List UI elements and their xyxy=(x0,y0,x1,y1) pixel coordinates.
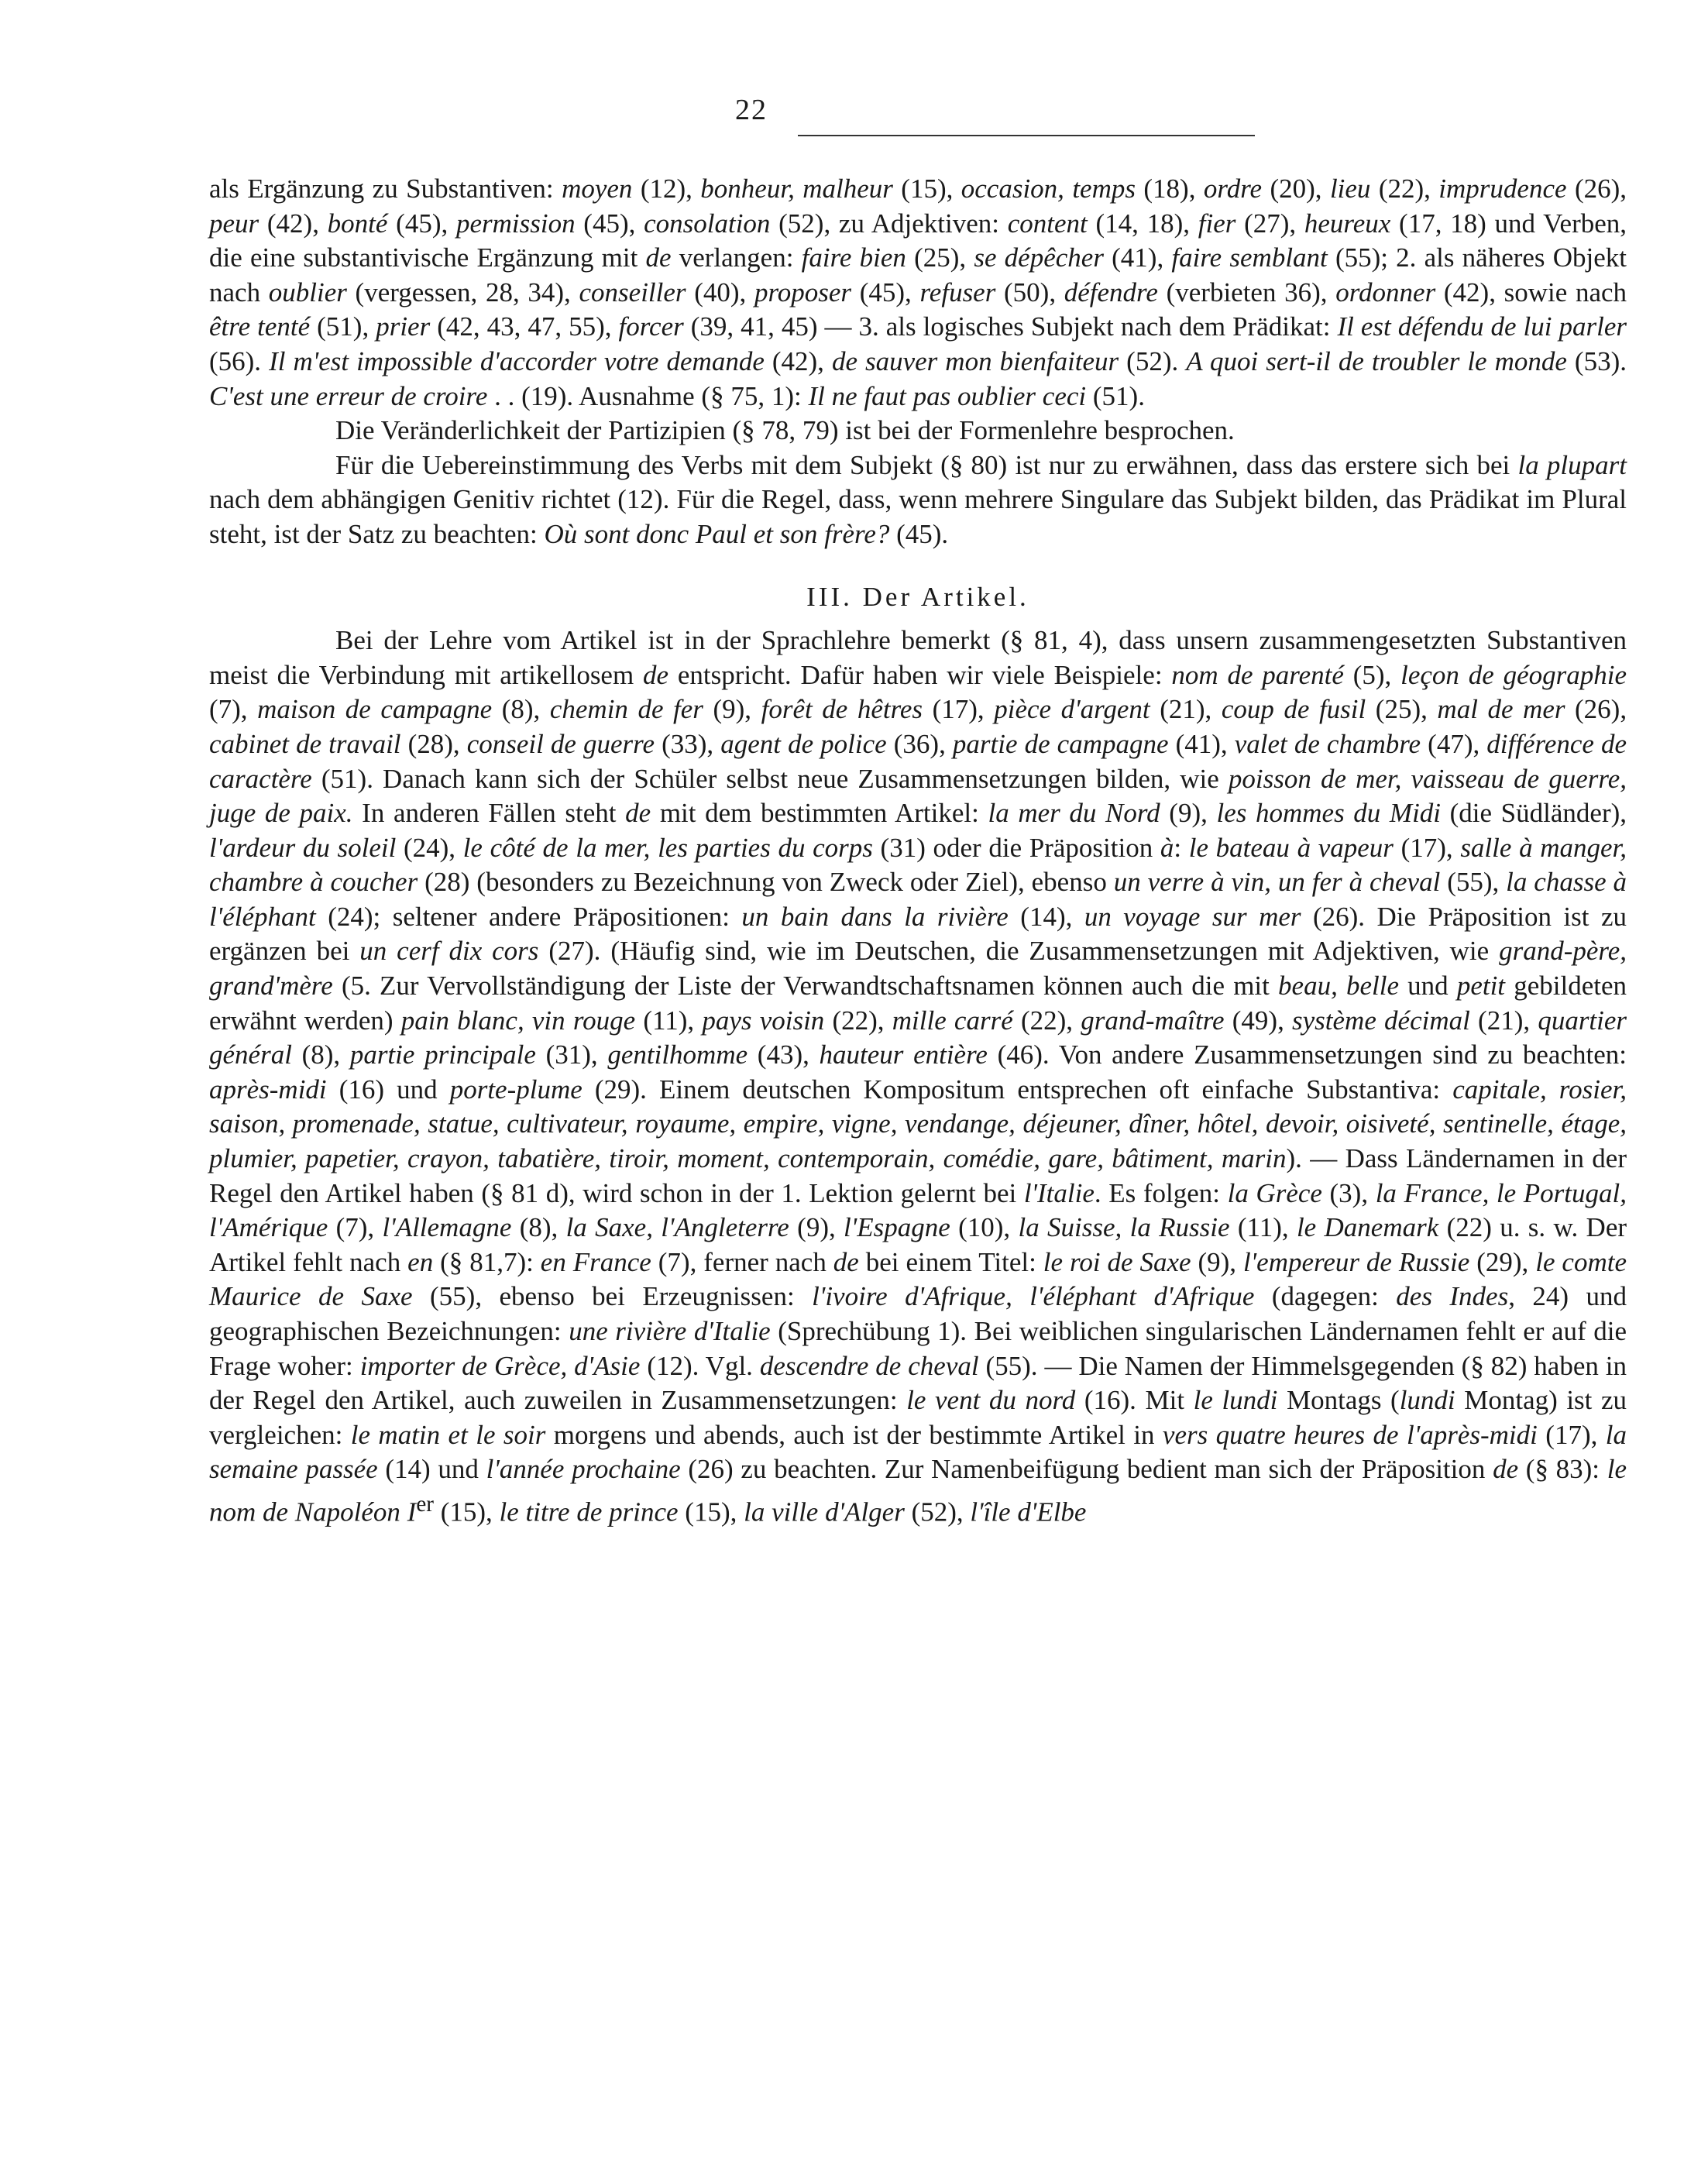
text-run: (§ 83): xyxy=(1518,1454,1607,1485)
italic-run: hauteur entière xyxy=(819,1039,988,1070)
text-run: (17), xyxy=(923,694,995,725)
text-run: verlangen: xyxy=(671,242,802,273)
italic-run: consolation xyxy=(644,208,771,239)
italic-run: forêt de hêtres xyxy=(761,694,923,725)
italic-run: grand-père, grand'mère xyxy=(209,936,1627,1002)
italic-run: conseil de guerre xyxy=(466,728,655,759)
text-run: (Sprechübung 1). Bei weiblichen singularischen Ländernamen fehlt er auf die Frage woher: xyxy=(209,1316,1627,1381)
text-run: (51). Danach kann sich der Schüler selbst neue Zusammensetzungen bilden, wie xyxy=(311,763,1229,794)
text-run: (12), xyxy=(632,174,701,204)
italic-run: agent de police xyxy=(720,728,887,759)
italic-run: de xyxy=(643,659,669,690)
text-run: (14) und xyxy=(377,1454,486,1485)
italic-run: de xyxy=(645,242,672,273)
italic-run: capitale, rosier, saison, promenade, statue, cultivateur, royaume, empire, vigne, vendange, déjeuner, dîner, hôtel, devoir, oisiveté, sentinelle, étage, plumier, papetier, crayon, tabatière, tiroir, moment, contemporain, comédie, gare, bâtiment, marin xyxy=(209,1074,1627,1174)
italic-run: l'année prochaine xyxy=(486,1454,681,1485)
text-run: (21), xyxy=(1469,1005,1538,1036)
italic-run: oublier xyxy=(268,277,347,308)
italic-run: proposer xyxy=(754,277,852,308)
italic-run: après-midi xyxy=(209,1074,327,1105)
italic-run: permission xyxy=(455,208,576,239)
text-run: (vergessen, 28, 34), xyxy=(346,277,579,308)
italic-run: un voyage sur mer xyxy=(1084,901,1301,932)
text-run: (55), xyxy=(1440,867,1507,898)
text-run: (18), xyxy=(1136,174,1204,204)
italic-run: Où sont donc Paul et son frère? xyxy=(544,518,890,549)
text-run: (25), xyxy=(1366,694,1438,725)
italic-run: imprudence xyxy=(1438,174,1567,204)
italic-run: en France xyxy=(540,1246,651,1277)
text-run: (46). Von andere Zusammensetzungen sind zu beachten: xyxy=(987,1039,1627,1070)
text-run: (53). xyxy=(1566,345,1627,376)
italic-run: petit xyxy=(1456,971,1506,1002)
text-run: (50), xyxy=(995,277,1064,308)
text-run: (14, 18), xyxy=(1087,208,1198,239)
italic-run: en xyxy=(407,1246,434,1277)
text-run: (45). xyxy=(889,518,949,549)
text-run: (25), xyxy=(906,242,974,273)
text-run: (40), xyxy=(686,277,754,308)
italic-run: l'ivoire d'Afrique, l'éléphant d'Afrique xyxy=(812,1281,1255,1312)
text-run: (24), xyxy=(396,832,463,863)
italic-run: le vent du nord xyxy=(906,1385,1076,1416)
italic-run: le Danemark xyxy=(1296,1212,1439,1243)
italic-run: descendre de cheval xyxy=(759,1350,979,1381)
italic-run: la semaine passée xyxy=(209,1419,1627,1485)
text-run: (51), xyxy=(310,311,376,342)
text-run: (17, 18) und Verben, die eine substantivische Ergänzung mit xyxy=(209,208,1627,273)
paragraph-2 xyxy=(209,414,1627,448)
italic-run: l'Allemagne xyxy=(382,1212,512,1243)
text-run: : xyxy=(1174,832,1189,863)
text-run: (11), xyxy=(1229,1212,1297,1243)
text-run: (29). Einem deutschen Kompositum entsprechen oft einfache Substantiva: xyxy=(582,1074,1453,1105)
text-run: (45), xyxy=(575,208,644,239)
text-run: (26), xyxy=(1565,694,1627,725)
italic-run: l'ardeur du soleil xyxy=(209,832,397,863)
italic-run: le lundi xyxy=(1193,1385,1278,1416)
italic-run: ordre xyxy=(1203,174,1263,204)
italic-run: un bain dans la rivière xyxy=(741,901,1009,932)
italic-run: une rivière d'Italie xyxy=(569,1316,771,1346)
italic-run: A quoi sert-il de troubler le monde xyxy=(1186,345,1567,376)
text-run: (16). Mit xyxy=(1075,1385,1194,1416)
text-run: (22), xyxy=(1370,174,1439,204)
text-run: (9), xyxy=(703,694,761,725)
text-run: (26). Die Präposition ist zu ergänzen bei xyxy=(209,901,1627,967)
text-run: (43), xyxy=(747,1039,820,1070)
italic-run: l'empereur de Russie xyxy=(1242,1246,1470,1277)
text-run: (28), xyxy=(400,728,467,759)
text-run: (9), xyxy=(1160,798,1217,829)
text-run: (dagegen: xyxy=(1254,1281,1397,1312)
italic-run: refuser xyxy=(919,277,996,308)
text-run: (20), xyxy=(1262,174,1330,204)
text-run: nach dem abhängigen Genitiv richtet (12). Für die Regel, dass, wenn mehrere Singulare das Subjekt bilden, das Prädikat im Plural steht, ist der Satz zu beachten: xyxy=(209,484,1627,549)
text-run: In anderen Fällen steht xyxy=(352,798,626,829)
italic-run: moyen xyxy=(562,174,633,204)
text-run: (10), xyxy=(950,1212,1019,1243)
text-run: (31), xyxy=(535,1039,608,1070)
text-run: (9), xyxy=(789,1212,844,1243)
italic-run: importer de Grèce, d'Asie xyxy=(359,1350,641,1381)
italic-run: être tenté xyxy=(209,311,311,342)
italic-run: défendre xyxy=(1064,277,1158,308)
text-run: ). — Dass Ländernamen in der Regel den Artikel haben (§ 81 d), wird schon in der 1. Lektion gelernt bei xyxy=(209,1143,1627,1208)
text-run: . Es folgen: xyxy=(1094,1177,1228,1208)
paragraph-1 xyxy=(209,172,1627,414)
text-run: (die Südländer), xyxy=(1441,798,1627,829)
italic-run: le nom de Napoléon I xyxy=(209,1454,1627,1527)
header-rule xyxy=(798,135,1255,136)
italic-run: le bateau à vapeur xyxy=(1188,832,1394,863)
text-run: Bei der Lehre vom Artikel ist in der Sprachlehre bemerkt (§ 81, 4), dass unsern zusammengesetzten Substantiven meist die Verbindung mit artikellosem xyxy=(209,625,1627,690)
italic-run: lieu xyxy=(1329,174,1371,204)
text-run: (9), xyxy=(1191,1246,1243,1277)
italic-run: de xyxy=(1493,1454,1519,1485)
text-run: (33), xyxy=(655,728,721,759)
text-run: mit dem bestimmten Artikel: xyxy=(651,798,988,829)
text-run: (52), zu Adjektiven: xyxy=(770,208,1008,239)
italic-run: gentilhomme xyxy=(607,1039,748,1070)
italic-run: maison de campagne xyxy=(257,694,493,725)
text-run: (42), xyxy=(259,208,328,239)
text-run: (7), xyxy=(209,694,258,725)
text-run: (8), xyxy=(492,694,550,725)
italic-run: les hommes du Midi xyxy=(1216,798,1442,829)
text-run: (55), ebenso bei Erzeugnissen: xyxy=(412,1281,813,1312)
text-run: (17), xyxy=(1393,832,1461,863)
italic-run: bonté xyxy=(327,208,388,239)
italic-run: partie principale xyxy=(349,1039,536,1070)
text-run: (27). (Häufig sind, wie im Deutschen, die Zusammensetzungen mit Adjektiven, wie xyxy=(538,936,1500,967)
italic-run: peur xyxy=(209,208,259,239)
italic-run: poisson de mer, vaisseau de guerre, juge de paix. xyxy=(209,763,1627,829)
italic-run: le comte Maurice de Saxe xyxy=(209,1246,1627,1312)
superscript-run: er xyxy=(416,1491,434,1517)
text-run: als Ergänzung zu Substantiven: xyxy=(209,174,562,204)
text-run: , 24) und geographischen Bezeichnungen: xyxy=(209,1281,1627,1346)
italic-run: pays voisin xyxy=(702,1005,825,1036)
italic-run: C'est une erreur de croire xyxy=(209,380,488,411)
text-run: (12). Vgl. xyxy=(640,1350,760,1381)
italic-run: heureux xyxy=(1304,208,1391,239)
text-run: Montag) ist zu vergleichen: xyxy=(209,1385,1627,1450)
text-run: Die Veränderlichkeit der Partizipien (§ 78, 79) ist bei der Formenlehre besprochen. xyxy=(335,415,1235,446)
italic-run: la mer du Nord xyxy=(988,798,1160,829)
italic-run: leçon de géographie xyxy=(1400,659,1627,690)
italic-run: faire bien xyxy=(801,242,906,273)
text-run: (22), xyxy=(824,1005,892,1036)
italic-run: l'île d'Elbe xyxy=(970,1496,1087,1527)
italic-run: forcer xyxy=(618,311,684,342)
italic-run: la France, le Portugal, l'Amérique xyxy=(209,1177,1627,1243)
italic-run: la Grèce xyxy=(1227,1177,1322,1208)
text-run: (29), xyxy=(1469,1246,1536,1277)
text-run: (52), xyxy=(904,1496,971,1527)
italic-run: mille carré xyxy=(892,1005,1013,1036)
text-run: (41), xyxy=(1168,728,1235,759)
text-run: (26), xyxy=(1566,174,1627,204)
italic-run: de sauver mon bienfaiteur xyxy=(831,345,1119,376)
italic-run: occasion, temps xyxy=(961,174,1136,204)
page-number: 22 xyxy=(735,94,768,126)
italic-run: la Suisse, la Russie xyxy=(1018,1212,1230,1243)
text-run: (17), xyxy=(1537,1419,1606,1450)
text-run: (39, 41, 45) — 3. als logisches Subjekt nach dem Prädikat: xyxy=(683,311,1338,342)
text-run: (51). xyxy=(1086,380,1145,411)
italic-run: Il m'est impossible d'accorder votre demande xyxy=(269,345,765,376)
text-run: entspricht. Dafür haben wir viele Beispiele: xyxy=(668,659,1172,690)
text-run: (11), xyxy=(635,1005,703,1036)
italic-run: système décimal xyxy=(1292,1005,1470,1036)
text-run: (24); seltener andere Präpositionen: xyxy=(315,901,742,932)
italic-run: nom de parenté xyxy=(1171,659,1344,690)
body-text xyxy=(209,172,1627,1530)
text-run: (42), xyxy=(764,345,832,376)
text-run: (16) und xyxy=(326,1074,450,1105)
text-run: (7), xyxy=(328,1212,383,1243)
italic-run: lundi xyxy=(1399,1385,1455,1416)
text-run: (41), xyxy=(1103,242,1172,273)
italic-run: partie de campagne xyxy=(952,728,1169,759)
italic-run: l'Espagne xyxy=(844,1212,950,1243)
italic-run: la ville d'Alger xyxy=(744,1496,905,1527)
paragraph-4 xyxy=(209,624,1627,1530)
text-run: (14), xyxy=(1008,901,1084,932)
text-run: (3), xyxy=(1321,1177,1376,1208)
text-run: (8), xyxy=(511,1212,566,1243)
text-run: (42, 43, 47, 55), xyxy=(430,311,619,342)
italic-run: mal de mer xyxy=(1437,694,1565,725)
document-page xyxy=(209,93,1627,1530)
italic-run: beau, belle xyxy=(1278,971,1399,1002)
text-run: (21), xyxy=(1150,694,1222,725)
text-run: (45), xyxy=(387,208,456,239)
text-run: (7), ferner nach xyxy=(651,1246,833,1277)
italic-run: vers quatre heures de l'après-midi xyxy=(1162,1419,1538,1450)
text-run: (31) oder die Präposition xyxy=(872,832,1160,863)
text-run: Montags ( xyxy=(1277,1385,1400,1416)
italic-run: pièce d'argent xyxy=(994,694,1150,725)
italic-run: pain blanc, vin rouge xyxy=(400,1005,636,1036)
italic-run: l'Italie xyxy=(1023,1177,1095,1208)
italic-run: Il est défendu de lui parler xyxy=(1337,311,1627,342)
text-run: (15), xyxy=(892,174,961,204)
italic-run: se dépêcher xyxy=(974,242,1104,273)
paragraph-3 xyxy=(209,448,1627,552)
text-run: (5), xyxy=(1343,659,1401,690)
text-run: (5. Zur Vervollständigung der Liste der Verwandtschaftsnamen können auch die mit xyxy=(332,971,1279,1002)
text-run: und xyxy=(1399,971,1457,1002)
italic-run: prier xyxy=(376,311,431,342)
italic-run: cabinet de travail xyxy=(209,728,401,759)
text-run: (22), xyxy=(1012,1005,1081,1036)
italic-run: salle à manger, chambre à coucher xyxy=(209,832,1627,898)
italic-run: la chasse à l'éléphant xyxy=(209,867,1627,932)
text-run: (8), xyxy=(291,1039,350,1070)
italic-run: le titre de prince xyxy=(499,1496,679,1527)
section-title: III. Der Artikel. xyxy=(806,581,1029,612)
italic-run: quartier général xyxy=(209,1005,1627,1070)
text-run: (55). — Die Namen der Himmelsgegenden (§ 82) haben in der Regel den Artikel, auch zuweilen in Zusammensetzungen: xyxy=(209,1350,1627,1416)
italic-run: le matin et le soir xyxy=(350,1419,546,1450)
text-run: (49), xyxy=(1224,1005,1293,1036)
italic-run: de xyxy=(833,1246,859,1277)
italic-run: coup de fusil xyxy=(1221,694,1366,725)
italic-run: porte-plume xyxy=(449,1074,583,1105)
italic-run: conseiller xyxy=(579,277,686,308)
text-run: (28) (besonders zu Bezeichnung von Zweck oder Ziel), ebenso xyxy=(418,867,1114,898)
italic-run: différence de caractère xyxy=(209,728,1627,794)
italic-run: bonheur, malheur xyxy=(700,174,893,204)
text-run: (27), xyxy=(1235,208,1304,239)
italic-run: la Saxe, l'Angleterre xyxy=(565,1212,789,1243)
text-run: (47), xyxy=(1421,728,1487,759)
text-run: (42), sowie nach xyxy=(1435,277,1627,308)
italic-run: des Indes xyxy=(1396,1281,1509,1312)
text-run: bei einem Titel: xyxy=(858,1246,1043,1277)
italic-run: Il ne faut pas oublier ceci xyxy=(808,380,1087,411)
italic-run: valet de chambre xyxy=(1234,728,1421,759)
italic-run: le côté de la mer, les parties du corps xyxy=(462,832,873,863)
italic-run: content xyxy=(1007,208,1088,239)
text-run: (§ 81,7): xyxy=(433,1246,541,1277)
text-run: (15), xyxy=(433,1496,500,1527)
text-run: (verbieten 36), xyxy=(1157,277,1336,308)
italic-run: la plupart xyxy=(1517,449,1627,480)
italic-run: faire semblant xyxy=(1171,242,1328,273)
text-run: (15), xyxy=(678,1496,744,1527)
text-run: (52). xyxy=(1119,345,1187,376)
italic-run: le roi de Saxe xyxy=(1043,1246,1191,1277)
text-run: (36), xyxy=(886,728,953,759)
text-run: (55); 2. als näheres Objekt nach xyxy=(209,242,1627,308)
text-run: (45), xyxy=(851,277,920,308)
text-run: . . (19). Ausnahme (§ 75, 1): xyxy=(487,380,809,411)
italic-run: chemin de fer xyxy=(549,694,703,725)
italic-run: un cerf dix cors xyxy=(359,936,539,967)
text-run: (22) u. s. w. Der Artikel fehlt nach xyxy=(209,1212,1627,1277)
italic-run: à xyxy=(1160,832,1174,863)
text-run: morgens und abends, auch ist der bestimmte Artikel in xyxy=(545,1419,1163,1450)
text-run: Für die Uebereinstimmung des Verbs mit dem Subjekt (§ 80) ist nur zu erwähnen, dass das erstere sich bei xyxy=(335,449,1518,480)
italic-run: de xyxy=(625,798,651,829)
text-run: (56). xyxy=(209,345,270,376)
italic-run: un verre à vin, un fer à cheval xyxy=(1113,867,1441,898)
italic-run: grand-maître xyxy=(1081,1005,1225,1036)
italic-run: ordonner xyxy=(1335,277,1436,308)
text-run: gebildeten erwähnt werden) xyxy=(209,971,1627,1036)
text-run: (26) zu beachten. Zur Namenbeifügung bedient man sich der Präposition xyxy=(680,1454,1493,1485)
italic-run: fier xyxy=(1198,208,1236,239)
